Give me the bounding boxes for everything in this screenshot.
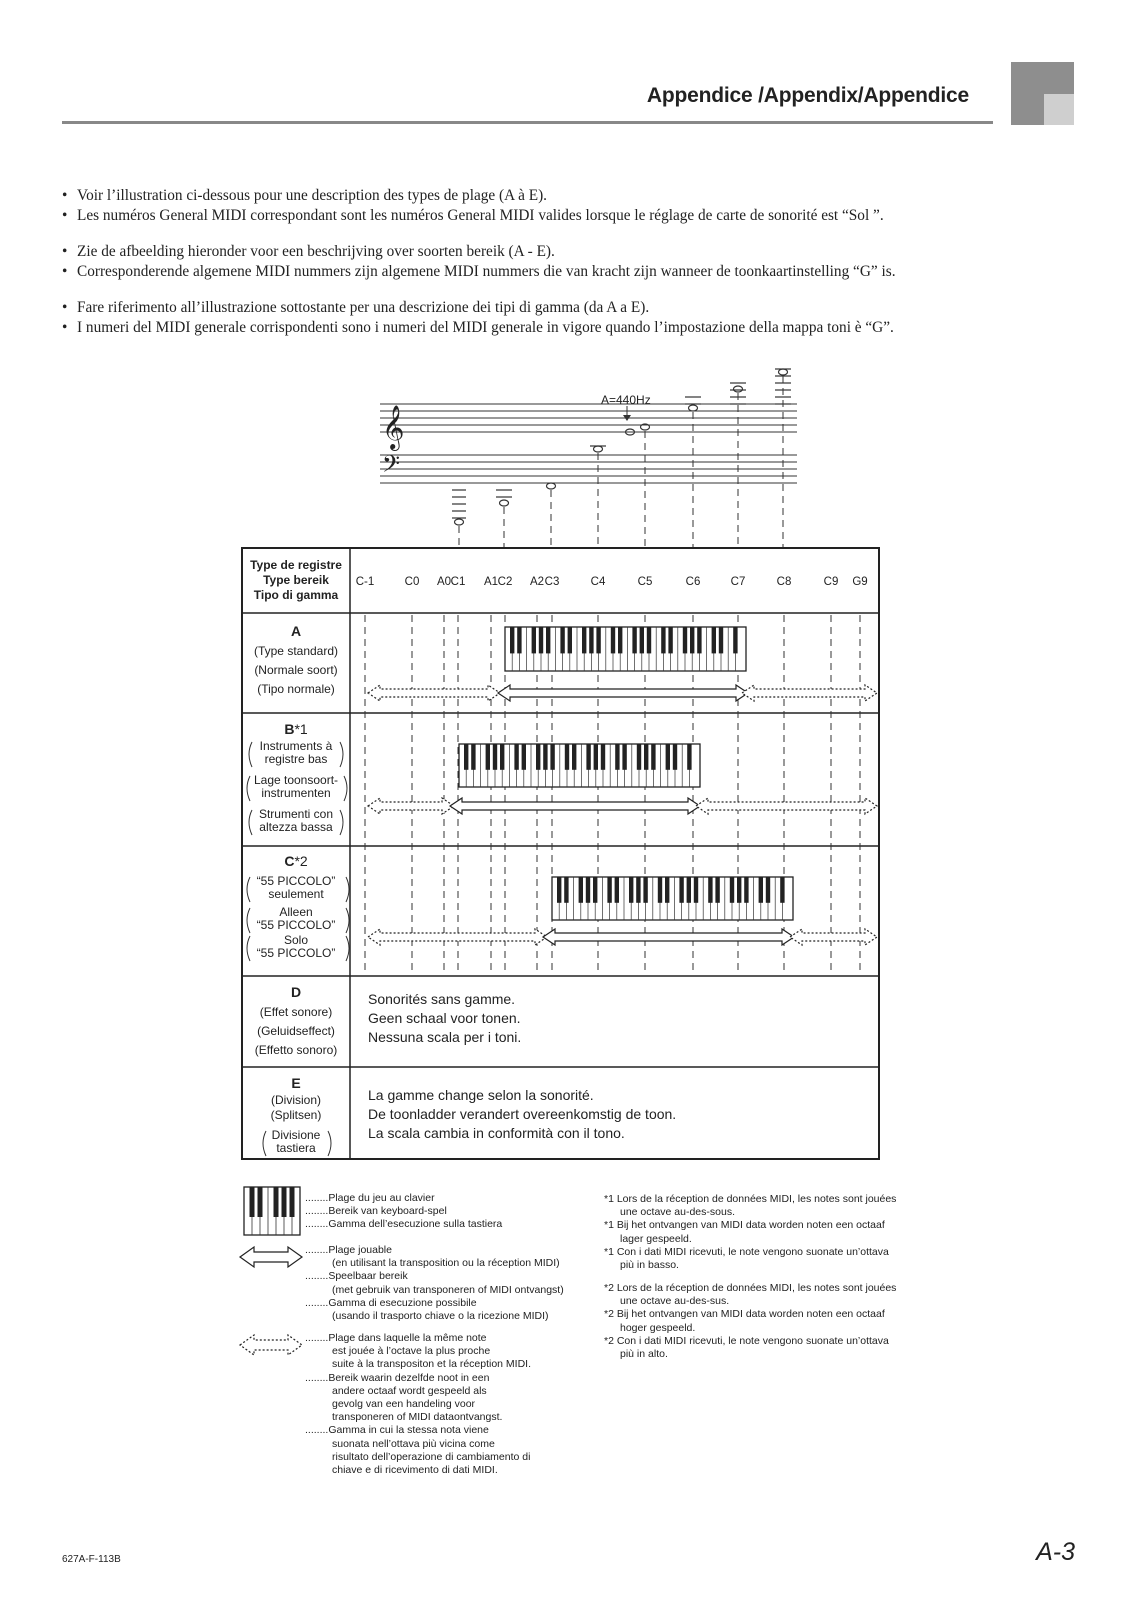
black-key	[258, 1187, 263, 1217]
black-key	[532, 627, 536, 653]
black-key	[715, 877, 719, 903]
black-key	[618, 627, 622, 653]
svg-text:Sonorités sans gamme.: Sonorités sans gamme.	[368, 991, 516, 1007]
black-key	[644, 744, 648, 770]
black-key	[733, 627, 737, 653]
octave-arrow-a-right	[742, 685, 877, 701]
black-key	[586, 744, 590, 770]
black-key	[550, 744, 554, 770]
octave-range-arrow	[368, 798, 454, 814]
note-label: A0	[436, 576, 452, 588]
svg-text:tastiera: tastiera	[276, 1141, 316, 1155]
black-key	[697, 627, 701, 653]
svg-text:E: E	[291, 1075, 301, 1091]
note-label: G9	[852, 576, 868, 588]
row-B-label	[254, 721, 338, 834]
black-key	[687, 877, 691, 903]
bullet-item: • Corresponderende algemene MIDI nummers zijn algemene MIDI nummers die van kracht zijn wanneer de toonkaartinstelling “G” is.	[62, 263, 896, 280]
keyboard-row-a	[505, 627, 746, 671]
svg-text:(Effetto sonoro): (Effetto sonoro)	[254, 1043, 338, 1057]
svg-text:Strumenti con: Strumenti con	[258, 807, 334, 821]
black-key	[514, 744, 518, 770]
black-key	[536, 744, 540, 770]
black-key	[560, 627, 564, 653]
bass-clef-icon: 𝄢	[382, 451, 401, 482]
footnote-1: *1 Lors de la réception de données MIDI, les notes sont jouées une octave au-des-sous. *1 Bij het ontvangen van MIDI data worden noten een octaaf lager gespeeld. *1 Con i dati MIDI ricevuti, le note vengono suonate un’ottava più in basso.	[604, 1193, 897, 1272]
black-key	[601, 744, 605, 770]
bullet-item: • Voir l’illustration ci-dessous pour une description des types de plage (A à E).	[62, 187, 547, 204]
black-key	[637, 744, 641, 770]
black-key	[500, 744, 504, 770]
black-key	[651, 744, 655, 770]
black-key	[493, 744, 497, 770]
svg-text:D: D	[290, 984, 302, 1000]
black-key	[589, 627, 593, 653]
black-key	[744, 877, 748, 903]
black-key	[517, 627, 521, 653]
row-A-label	[254, 623, 338, 696]
octave-range-arrow	[790, 929, 877, 945]
bullet-item: • Zie de afbeelding hieronder voor een beschrijving over soorten bereik (A - E).	[62, 243, 555, 260]
svg-text:altezza bassa: altezza bassa	[259, 820, 333, 834]
svg-text:Instruments à: Instruments à	[259, 739, 333, 753]
black-key	[679, 877, 683, 903]
svg-text:“55 PICCOLO”: “55 PICCOLO”	[256, 874, 336, 888]
legend-playable-icon	[240, 1247, 302, 1267]
pitch-label: A=440Hz	[601, 393, 651, 407]
black-key	[666, 744, 670, 770]
black-key	[712, 627, 716, 653]
note-label: C4	[590, 576, 606, 588]
note-label: C6	[685, 576, 701, 588]
note-label: C5	[637, 576, 653, 588]
black-key	[582, 627, 586, 653]
black-key	[594, 744, 598, 770]
svg-text:Solo: Solo	[283, 933, 309, 947]
black-key	[568, 627, 572, 653]
black-key	[622, 744, 626, 770]
svg-text:De toonladder verandert overee: De toonladder verandert overeenkomstig de toon.	[368, 1106, 677, 1122]
black-key	[471, 744, 475, 770]
black-key	[673, 744, 677, 770]
note-label: C3	[544, 576, 560, 588]
black-key	[596, 627, 600, 653]
black-key	[564, 877, 568, 903]
note-label: C1	[450, 576, 466, 588]
black-key	[636, 877, 640, 903]
black-key	[694, 877, 698, 903]
keyboard-row-c	[552, 877, 793, 920]
playable-range-arrow	[240, 1247, 302, 1267]
bullet-item: • Fare riferimento all’illustrazione sottostante per una descrizione dei tipi di gamma (da A a E).	[62, 299, 650, 316]
octave-arrow-c-right	[790, 929, 877, 945]
playable-range-arrow	[450, 798, 700, 814]
document-code: 627A-F-113B	[62, 1554, 121, 1565]
black-key	[543, 744, 547, 770]
octave-range-arrow	[696, 798, 877, 814]
black-key	[690, 627, 694, 653]
black-key	[640, 627, 644, 653]
black-key	[643, 877, 647, 903]
svg-text:Lage toonsoort-: Lage toonsoort-	[253, 773, 339, 787]
black-key	[539, 627, 543, 653]
bass-staff	[380, 455, 797, 483]
black-key	[522, 744, 526, 770]
page-number: A-3	[1036, 1538, 1075, 1566]
black-key	[719, 627, 723, 653]
svg-text:seulement: seulement	[268, 887, 324, 901]
svg-text:registre bas: registre bas	[264, 752, 328, 766]
octave-arrow-b-right	[696, 798, 877, 814]
legend-playable: ........Plage jouable (en utilisant la transposition ou la réception MIDI) ........Speelbaar bereik (met gebruik van transponeren of MIDI ontvangst) ........Gamma di esecuzione possibile (usando il trasporto chiave o la ricezione MIDI)	[305, 1244, 564, 1323]
black-key	[464, 744, 468, 770]
legend-octave: ........Plage dans laquelle la même note est jouée à l’octave la plus proche suite à la transpositon et la réception MIDI. ........Bereik waarin dezelfde noot in een andere octaaf wordt gespeeld als gevolg van een handeling voor transponeren of MIDI dataontvangst. ........Gamma in cui la stessa nota viene suonata nell’ottava più vicina come risultato dell’operazione di cambiamento di chiave e di ricevimento di dati MIDI.	[305, 1332, 532, 1477]
legend-keyboard: ........Plage du jeu au clavier ........Bereik van keyboard-spel ........Gamma dell’esecuzione sulla tastiera	[305, 1192, 503, 1231]
black-key	[668, 627, 672, 653]
playable-arrow-c	[543, 929, 794, 945]
octave-range-arrow	[368, 685, 500, 701]
svg-text:(Tipo normale): (Tipo normale)	[257, 682, 335, 696]
svg-text:(Normale soort): (Normale soort)	[254, 663, 338, 677]
black-key	[572, 744, 576, 770]
black-key	[759, 877, 763, 903]
svg-text:Geen schaal voor tonen.: Geen schaal voor tonen.	[368, 1010, 521, 1026]
legend-octave-icon	[240, 1335, 302, 1355]
bullet-item: • Les numéros General MIDI correspondant sont les numéros General MIDI valides lorsque le réglage de carte de sonorité est “Sol ”.	[62, 207, 884, 224]
svg-text:(Type standard): (Type standard)	[253, 644, 339, 658]
black-key	[629, 877, 633, 903]
svg-text:A: A	[290, 623, 302, 639]
black-key	[766, 877, 770, 903]
row-E-description	[368, 1087, 676, 1141]
black-key	[593, 877, 597, 903]
note-labels	[356, 576, 868, 588]
black-key	[486, 744, 490, 770]
note-label: A2	[529, 576, 545, 588]
treble-staff	[380, 404, 797, 432]
legend-keyboard-icon	[244, 1187, 300, 1235]
black-key	[615, 744, 619, 770]
black-key	[780, 877, 784, 903]
black-key	[510, 627, 514, 653]
row-D-label	[255, 984, 338, 1057]
octave-arrow-a-left	[368, 685, 500, 701]
black-key	[661, 627, 665, 653]
note-label: C9	[823, 576, 839, 588]
playable-range-arrow	[498, 685, 748, 701]
octave-range-arrow	[240, 1335, 302, 1355]
black-key	[647, 627, 651, 653]
black-key	[737, 877, 741, 903]
black-key	[557, 877, 561, 903]
svg-text:Type de registre: Type de registre	[250, 558, 342, 572]
playable-arrow-b	[450, 798, 700, 814]
svg-text:“55 PICCOLO”: “55 PICCOLO”	[256, 918, 336, 932]
bullet-item: • I numeri del MIDI generale corrispondenti sono i numeri del MIDI generale in vigore quando l’impostazione della mappa toni è “G”.	[62, 319, 894, 336]
svg-text:Nessuna scala per i toni.: Nessuna scala per i toni.	[368, 1029, 522, 1045]
black-key	[665, 877, 669, 903]
legend-icons	[240, 1187, 302, 1355]
svg-text:(Division): (Division)	[270, 1093, 322, 1107]
treble-clef-icon: 𝄞	[382, 407, 405, 449]
black-key	[565, 744, 569, 770]
svg-text:Alleen: Alleen	[279, 905, 313, 919]
svg-text:(Splitsen): (Splitsen)	[270, 1108, 322, 1122]
octave-arrow-b-left	[368, 798, 454, 814]
svg-text:B*1: B*1	[284, 721, 308, 737]
note-label: C8	[776, 576, 792, 588]
black-key	[250, 1187, 255, 1217]
svg-text:(Geluidseffect): (Geluidseffect)	[257, 1024, 335, 1038]
playable-arrow-a	[498, 685, 748, 701]
svg-text:Type bereik: Type bereik	[263, 573, 329, 587]
black-key	[586, 877, 590, 903]
black-key	[730, 877, 734, 903]
row-E-label	[271, 1075, 322, 1155]
black-key	[607, 877, 611, 903]
svg-text:La scala cambia in conformità: La scala cambia in conformità con il tono.	[368, 1125, 625, 1141]
black-key	[708, 877, 712, 903]
row-C-label	[257, 853, 336, 960]
row-D-description	[368, 991, 521, 1045]
black-key	[274, 1187, 279, 1217]
svg-text:(Effet sonore): (Effet sonore)	[259, 1005, 333, 1019]
note-label: C-1	[355, 576, 375, 588]
black-key	[687, 744, 691, 770]
black-key	[579, 877, 583, 903]
header-cell	[250, 558, 342, 602]
svg-text:instrumenten: instrumenten	[261, 786, 331, 800]
svg-text:C*2: C*2	[284, 853, 308, 869]
black-key	[611, 627, 615, 653]
svg-text:“55 PICCOLO”: “55 PICCOLO”	[256, 946, 336, 960]
black-key	[658, 877, 662, 903]
note-label: C7	[730, 576, 746, 588]
black-key	[546, 627, 550, 653]
footnote-2: *2 Lors de la réception de données MIDI, les notes sont jouées une octave au-des-sus. *2 Bij het ontvangen van MIDI data worden noten een octaaf hoger gespeeld. *2 Con i dati MIDI ricevuti, le note vengono suonate un’ottava più in alto.	[604, 1282, 897, 1361]
page-title: Appendice /Appendix/Appendice	[646, 84, 969, 107]
black-key	[615, 877, 619, 903]
svg-text:Tipo di gamma: Tipo di gamma	[253, 588, 339, 602]
black-key	[290, 1187, 295, 1217]
note-label: C2	[497, 576, 513, 588]
black-key	[282, 1187, 287, 1217]
note-label: C0	[404, 576, 420, 588]
playable-range-arrow	[543, 929, 794, 945]
svg-text:Divisione: Divisione	[271, 1128, 321, 1142]
note-label: A1	[483, 576, 499, 588]
svg-text:La gamme change selon la sonor: La gamme change selon la sonorité.	[368, 1087, 594, 1103]
keyboard-row-b	[459, 744, 700, 787]
black-key	[683, 627, 687, 653]
octave-range-arrow	[742, 685, 877, 701]
black-key	[632, 627, 636, 653]
